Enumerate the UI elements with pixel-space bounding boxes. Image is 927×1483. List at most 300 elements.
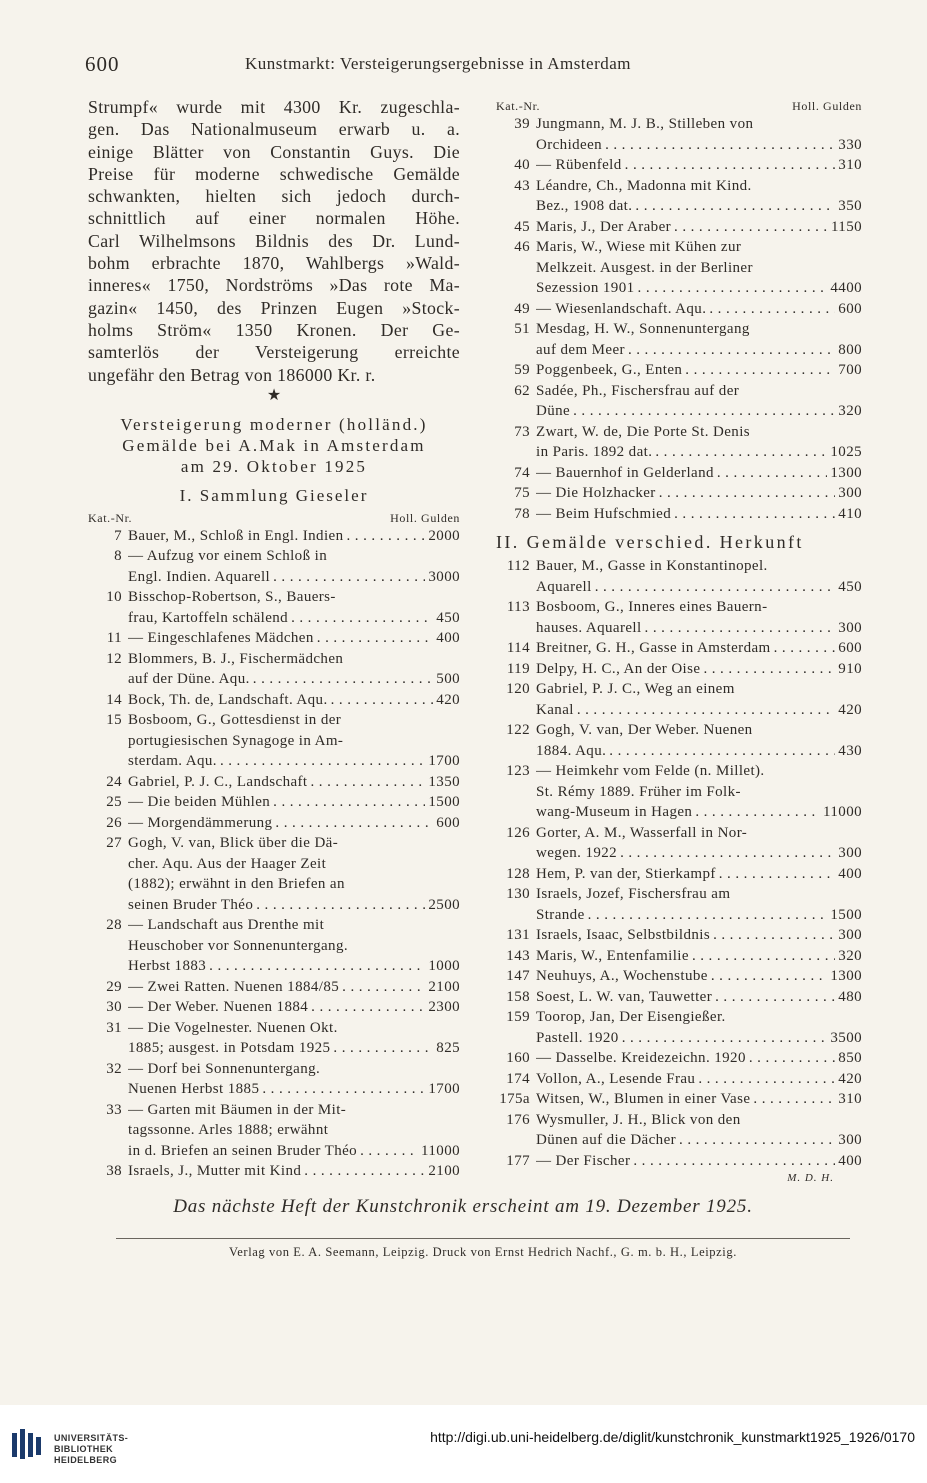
- entry-price-line: [536, 155, 862, 176]
- auction-heading-line: Versteigerung moderner (holländ.): [120, 414, 428, 434]
- dot-leader: [628, 340, 835, 361]
- entry-text-line: (1882); erwähnt in den Briefen an: [128, 876, 345, 893]
- dot-leader: [711, 966, 828, 987]
- entry-price-line: [128, 792, 460, 813]
- entry-text-line: — Dorf bei Sonnenuntergang.: [128, 1060, 321, 1077]
- catalog-number: 24: [106, 773, 122, 790]
- entry-text-line: Jungmann, M. J. B., Stilleben von: [536, 116, 754, 132]
- catalog-entry: [88, 587, 460, 628]
- catalog-number: 51: [514, 321, 530, 337]
- entry-title: Dünen auf die Dächer: [536, 1132, 677, 1148]
- entry-title: auf dem Meer: [536, 341, 625, 358]
- catalog-number: 113: [506, 599, 530, 615]
- price: 1700: [428, 753, 460, 770]
- intro-line: Preise für moderne schwedische Gemälde: [88, 163, 460, 184]
- catalog-number: 39: [514, 116, 530, 132]
- entry-title: — Der Fischer: [536, 1152, 631, 1169]
- catalog-number: 27: [106, 835, 122, 852]
- entry-text-line: portugiesischen Synagoge in Am-: [128, 732, 344, 749]
- price-header: Holl. Gulden: [390, 510, 460, 525]
- catalog-entry: [496, 114, 862, 155]
- dot-leader: [209, 956, 425, 977]
- catalog-entry: [496, 966, 862, 987]
- price: 480: [838, 988, 862, 1005]
- column-header: [88, 510, 460, 526]
- dot-leader: [347, 526, 426, 547]
- entry-title: frau, Kartoffeln schälend: [128, 609, 289, 626]
- library-name: [54, 1433, 128, 1466]
- entry-title: in Paris. 1892 dat.: [536, 444, 653, 460]
- entry-text-line: — Heimkehr vom Felde (n. Millet).: [536, 763, 765, 779]
- entry-title: Kanal: [536, 701, 574, 718]
- entry-title: Strande: [536, 906, 585, 923]
- intro-line: einige Blätter von Constantin Guys. Die: [88, 141, 460, 162]
- entry-title: hauses. Aquarell: [536, 619, 642, 636]
- catalog-number: 130: [506, 886, 530, 902]
- entry-title: — Bauernhof in Gelderland: [536, 464, 714, 481]
- dot-leader: [273, 567, 425, 588]
- catalog-number: 122: [506, 722, 530, 738]
- catalog-entry: [496, 946, 862, 967]
- dot-leader: [256, 895, 425, 916]
- intro-paragraph: [88, 96, 460, 386]
- price: 2100: [428, 1163, 460, 1180]
- right-column: [496, 98, 862, 1185]
- entry-title: Bock, Th. de, Landschaft. Aqu.: [128, 691, 328, 708]
- price: 1300: [830, 968, 862, 984]
- entry-title: in d. Briefen an seinen Bruder Théo: [128, 1142, 358, 1159]
- entry-price-line: [128, 997, 460, 1018]
- price: 450: [436, 609, 460, 626]
- entry-price-line: [536, 217, 862, 238]
- entry-price-line: [536, 360, 862, 381]
- catalog-number: 62: [514, 382, 530, 399]
- entry-text-line: — Die Vogelnester. Nuenen Okt.: [128, 1019, 338, 1036]
- entry-title: Vollon, A., Lesende Frau: [536, 1070, 696, 1087]
- entry-price-line: [128, 628, 460, 649]
- catalog-number: 45: [514, 218, 530, 235]
- entry-price-line: [536, 843, 862, 864]
- entry-title: auf der Düne. Aqu.: [128, 671, 250, 688]
- source-url-link[interactable]: http://digi.ub.uni-heidelberg.de/diglit/kunstchronik_kunstmarkt1925_1926/0170: [430, 1429, 915, 1445]
- catalog-entry: [88, 546, 460, 587]
- entry-text-line: Gogh, V. van, Blick über die Dä-: [128, 835, 339, 852]
- price: 4400: [830, 280, 862, 296]
- entry-price-line: [128, 813, 460, 834]
- entry-price-line: [128, 956, 460, 977]
- price: 850: [838, 1050, 862, 1066]
- page-header: [85, 52, 703, 82]
- catalog-entry: [496, 1151, 862, 1172]
- price: 11000: [421, 1142, 460, 1159]
- entry-price-line: [536, 401, 862, 422]
- entry-text-line: — Garten mit Bäumen in der Mit-: [128, 1101, 347, 1118]
- dot-leader: [685, 360, 835, 381]
- dot-leader: [674, 504, 835, 525]
- entry-text-line: Wysmuller, J. H., Blick von den: [536, 1111, 741, 1128]
- entry-text-line: Gogh, V. van, Der Weber. Nuenen: [536, 722, 753, 738]
- intro-line: samterlös der Versteigerung erreichte: [88, 342, 460, 363]
- entry-price-line: [536, 340, 862, 361]
- price: 300: [838, 1132, 862, 1148]
- entry-price-line: [128, 895, 460, 916]
- entry-price-line: [536, 196, 862, 217]
- catalog-entry: [496, 823, 862, 864]
- price: 3000: [428, 568, 460, 585]
- catalog-number: 40: [514, 157, 530, 173]
- catalog-number: 43: [514, 177, 530, 194]
- entry-price-line: [536, 1151, 862, 1172]
- catalog-entry: [88, 915, 460, 977]
- entry-price-line: [536, 442, 862, 463]
- entry-title: Israels, J., Mutter mit Kind: [128, 1163, 302, 1180]
- catalog-number: 123: [506, 763, 530, 779]
- catalog-entry: [496, 884, 862, 925]
- price: 1500: [428, 794, 460, 811]
- entry-price-line: [536, 1069, 862, 1090]
- entry-title: Bauer, M., Schloß in Engl. Indien: [128, 527, 344, 544]
- divider-rule: [116, 1238, 850, 1239]
- catalog-entry: [496, 638, 862, 659]
- catalog-number: 49: [514, 300, 530, 317]
- catalog-number: 119: [506, 660, 530, 677]
- price: 300: [838, 619, 862, 636]
- price: 2500: [428, 896, 460, 913]
- dot-leader: [703, 659, 835, 680]
- entry-price-line: [536, 135, 862, 156]
- entry-title: — Die Holzhacker: [536, 485, 656, 501]
- price: 420: [838, 1070, 862, 1087]
- intro-line: holms Ström« 1350 Kronen. Der Ge-: [88, 319, 460, 340]
- entry-text-line: — Landschaft aus Drenthe mit: [128, 917, 325, 934]
- cat-no-header: Kat.-Nr.: [88, 510, 133, 525]
- catalog-number: 31: [106, 1019, 122, 1036]
- catalog-number: 12: [106, 650, 122, 667]
- catalog-number: 158: [506, 988, 530, 1005]
- entry-title: Witsen, W., Blumen in einer Vase: [536, 1091, 751, 1107]
- entry-price-line: [536, 463, 862, 484]
- price: 400: [838, 1152, 862, 1169]
- catalog-entry: [496, 217, 862, 238]
- price: 910: [838, 660, 862, 677]
- price: 1000: [428, 958, 460, 975]
- entry-title: — Beim Hufschmied: [536, 505, 672, 522]
- entry-title: Hem, P. van der, Stierkampf: [536, 865, 716, 882]
- price: 1300: [830, 464, 862, 481]
- price: 300: [838, 845, 862, 861]
- catalog-entry: [496, 556, 862, 597]
- dot-leader: [220, 751, 425, 772]
- catalog-number: 7: [114, 527, 122, 544]
- catalog-entry: [496, 237, 862, 299]
- dot-leader: [719, 864, 836, 885]
- author-signature: M. D. H.: [787, 1172, 834, 1184]
- price: 310: [838, 1091, 862, 1107]
- catalog-entry: [88, 772, 460, 793]
- catalog-entry: [88, 977, 460, 998]
- column-header: [496, 98, 862, 114]
- catalog-number: 15: [106, 712, 122, 729]
- entry-price-line: [536, 925, 862, 946]
- entry-price-line: [128, 567, 460, 588]
- catalog-number: 73: [514, 423, 530, 440]
- catalog-entry: [496, 319, 862, 360]
- catalog-entry: [88, 526, 460, 547]
- entry-text-line: Bauer, M., Gasse in Konstantinopel.: [536, 558, 768, 574]
- entry-price-line: [536, 1028, 862, 1049]
- catalog-number: 175a: [499, 1091, 530, 1107]
- catalog-entry: [496, 504, 862, 525]
- price: 1500: [830, 906, 862, 923]
- price: 600: [436, 814, 460, 831]
- catalog-number: 38: [106, 1163, 122, 1180]
- entry-text-line: — Aufzug vor einem Schloß in: [128, 548, 328, 565]
- entry-title: Breitner, G. H., Gasse in Amsterdam: [536, 640, 771, 656]
- entry-price-line: [128, 1079, 460, 1100]
- catalog-number: 74: [514, 464, 530, 481]
- entry-price-line: [128, 751, 460, 772]
- catalog-entry: [496, 1089, 862, 1110]
- dot-leader: [692, 946, 835, 967]
- catalog-number: 174: [506, 1070, 530, 1087]
- dot-leader: [331, 690, 434, 711]
- price: 410: [838, 505, 862, 522]
- price: 450: [838, 578, 862, 595]
- dot-leader: [317, 628, 434, 649]
- price: 800: [838, 341, 862, 358]
- dot-leader: [253, 669, 434, 690]
- dot-leader: [311, 997, 425, 1018]
- entry-title: Gabriel, P. J. C., Landschaft: [128, 773, 308, 790]
- catalog-entry: [88, 792, 460, 813]
- catalog-number: 177: [506, 1152, 530, 1169]
- dot-leader: [577, 700, 835, 721]
- catalog-entry: [496, 864, 862, 885]
- entry-title: 1885; ausgest. in Potsdam 1925: [128, 1040, 331, 1057]
- dot-leader: [360, 1141, 418, 1162]
- intro-line: ungefähr den Betrag von 186000 Kr. r.: [88, 364, 376, 385]
- catalog-number: 176: [506, 1111, 530, 1128]
- dot-leader: [333, 1038, 433, 1059]
- catalog-entry: [496, 987, 862, 1008]
- catalog-number: 131: [506, 927, 530, 943]
- catalog-number: 32: [106, 1060, 122, 1077]
- entry-price-line: [536, 741, 862, 762]
- price: 600: [838, 300, 862, 317]
- entry-title: Engl. Indien. Aquarell: [128, 568, 271, 585]
- entry-price-line: [536, 659, 862, 680]
- catalog-entry: [496, 925, 862, 946]
- entry-title: Soest, L. W. van, Tauwetter: [536, 988, 713, 1005]
- entry-text-line: Zwart, W. de, Die Porte St. Denis: [536, 423, 751, 440]
- dot-leader: [588, 905, 828, 926]
- entry-text-line: Heuschober vor Sonnenuntergang.: [128, 937, 348, 954]
- dot-leader: [291, 608, 433, 629]
- entry-price-line: [536, 946, 862, 967]
- catalog-entry: [88, 649, 460, 690]
- entry-price-line: [128, 1161, 460, 1182]
- entry-text-line: Gabriel, P. J. C., Weg an einem: [536, 681, 735, 697]
- entry-title: 1884. Aqu.: [536, 742, 607, 759]
- entry-title: Orchideen: [536, 136, 603, 153]
- price: 400: [436, 630, 460, 647]
- dot-leader: [645, 618, 836, 639]
- dot-leader: [753, 1089, 835, 1110]
- catalog-entry: [496, 761, 862, 823]
- entry-text-line: Mesdag, H. W., Sonnenuntergang: [536, 321, 750, 337]
- price: 2300: [428, 999, 460, 1016]
- entry-text-line: Sadée, Ph., Fischersfrau auf der: [536, 382, 740, 399]
- catalog-entry: [496, 1007, 862, 1048]
- entry-price-line: [536, 618, 862, 639]
- entry-title: — Dasselbe. Kreidezeichn. 1920: [536, 1050, 746, 1066]
- price: 1350: [428, 773, 460, 790]
- catalog-entry: [88, 690, 460, 711]
- entry-title: Sezession 1901: [536, 280, 635, 296]
- catalog-entry: [496, 381, 862, 422]
- price: 2000: [428, 527, 460, 544]
- intro-line: schwankten, hielten sich jedoch durch-: [88, 186, 460, 207]
- library-name-line: BIBLIOTHEK: [54, 1444, 113, 1454]
- price: 330: [838, 136, 862, 153]
- catalog-entry: [496, 720, 862, 761]
- entry-title: wegen. 1922: [536, 845, 618, 861]
- dot-leader: [304, 1161, 425, 1182]
- catalog-entry: [88, 1018, 460, 1059]
- catalog-number: 160: [506, 1050, 530, 1066]
- catalog-entry: [496, 360, 862, 381]
- entry-price-line: [536, 905, 862, 926]
- entry-price-line: [536, 700, 862, 721]
- entry-text-line: Toorop, Jan, Der Eisengießer.: [536, 1009, 726, 1025]
- dot-leader: [674, 217, 828, 238]
- entry-title: Israels, Isaac, Selbstbildnis: [536, 927, 711, 943]
- catalog-entry: [88, 1100, 460, 1162]
- catalog-number: 28: [106, 917, 122, 934]
- entry-title: Bez., 1908 dat.: [536, 198, 633, 214]
- catalog-number: 30: [106, 999, 122, 1016]
- entry-price-line: [536, 1130, 862, 1151]
- intro-line: bohm erbrachte 1870, Wahlbergs »Wald-: [88, 253, 460, 274]
- intro-line: Carl Wilhelmsons Bildnis des Dr. Lund-: [88, 230, 460, 251]
- price: 300: [838, 927, 862, 943]
- entry-title: Maris, W., Entenfamilie: [536, 947, 689, 964]
- dot-leader: [275, 813, 433, 834]
- entry-text-line: Bosboom, G., Inneres eines Bauern-: [536, 599, 768, 615]
- price: 3500: [830, 1029, 862, 1046]
- entry-price-line: [128, 772, 460, 793]
- entry-title: — Zwei Ratten. Nuenen 1884/85: [128, 978, 340, 995]
- price: 500: [436, 671, 460, 688]
- entry-title: wang-Museum in Hagen: [536, 804, 693, 820]
- dot-leader: [262, 1079, 425, 1100]
- catalog-number: 78: [514, 505, 530, 522]
- catalog-entry: [496, 679, 862, 720]
- entry-price-line: [536, 577, 862, 598]
- catalog-entry: [88, 833, 460, 915]
- catalog-entry: [496, 422, 862, 463]
- entry-price-line: [536, 802, 862, 823]
- catalog-number: 33: [106, 1101, 122, 1118]
- price: 1150: [830, 218, 862, 235]
- price: 600: [838, 640, 862, 656]
- intro-line: gazin« 1450, des Prinzen Eugen »Stock-: [88, 297, 460, 318]
- entry-price-line: [536, 278, 862, 299]
- dot-leader: [311, 772, 426, 793]
- catalog-number: 25: [106, 794, 122, 811]
- entry-text-line: Bisschop-Robertson, S., Bauers-: [128, 589, 336, 606]
- auction-heading: [88, 414, 460, 477]
- entry-text-line: Maris, W., Wiese mit Kühen zur: [536, 239, 742, 255]
- price: 320: [838, 403, 862, 419]
- dot-leader: [679, 1130, 835, 1151]
- catalog-number: 114: [506, 640, 530, 656]
- entry-price-line: [536, 638, 862, 659]
- intro-line: gen. Das Nationalmuseum erwarb u. a.: [88, 119, 460, 140]
- collection-title: II. Gemälde verschied. Herkunft: [496, 532, 804, 552]
- price: 420: [838, 701, 862, 718]
- catalog-entry: [88, 710, 460, 772]
- entry-text-line: Bosboom, G., Gottesdienst in der: [128, 712, 342, 729]
- page-number: 600: [85, 52, 120, 76]
- library-logo-icon: [10, 1427, 46, 1463]
- dot-leader: [609, 741, 835, 762]
- entry-title: Delpy, H. C., An der Oise: [536, 660, 701, 677]
- catalog-number: 26: [106, 814, 122, 831]
- catalog-entry: [496, 155, 862, 176]
- entry-price-line: [128, 977, 460, 998]
- catalog-number: 29: [106, 978, 122, 995]
- cat-no-header: Kat.-Nr.: [496, 99, 541, 113]
- catalog-entry: [88, 813, 460, 834]
- catalog-entry: [496, 1069, 862, 1090]
- entry-text-line: Israels, Jozef, Fischersfrau am: [536, 886, 731, 902]
- entry-title: Aquarell: [536, 578, 592, 595]
- catalog-number: 143: [506, 947, 530, 964]
- catalog-entry: [496, 463, 862, 484]
- entry-title: — Die beiden Mühlen: [128, 794, 271, 811]
- catalog-entry: [496, 299, 862, 320]
- dot-leader: [625, 155, 836, 176]
- entry-title: — Der Weber. Nuenen 1884: [128, 999, 309, 1016]
- dot-leader: [273, 792, 425, 813]
- catalog-entry: [88, 628, 460, 649]
- catalog-number: 120: [506, 681, 530, 697]
- auction-heading-line: am 29. Oktober 1925: [180, 456, 368, 476]
- dot-leader: [709, 299, 835, 320]
- price: 700: [838, 362, 862, 378]
- library-name-line: HEIDELBERG: [54, 1455, 118, 1465]
- catalog-number: 8: [114, 548, 122, 565]
- catalog-entry: [496, 659, 862, 680]
- catalog-number: 10: [106, 589, 122, 606]
- entry-text-line: Gorter, A. M., Wasserfall in Nor-: [536, 824, 748, 841]
- catalog-entry: [496, 483, 862, 504]
- entry-title: — Morgendämmerung: [128, 814, 273, 831]
- dot-leader: [774, 638, 836, 659]
- catalog-list: [88, 526, 460, 1182]
- price: 1700: [428, 1081, 460, 1098]
- entry-price-line: [128, 608, 460, 629]
- price: 320: [838, 947, 862, 964]
- catalog-number: 126: [506, 824, 530, 841]
- entry-price-line: [128, 690, 460, 711]
- entry-price-line: [536, 1089, 862, 1110]
- library-name-line: UNIVERSITÄTS-: [54, 1433, 129, 1443]
- dot-leader: [595, 577, 836, 598]
- dot-leader: [695, 802, 820, 823]
- catalog-entry: [496, 1048, 862, 1069]
